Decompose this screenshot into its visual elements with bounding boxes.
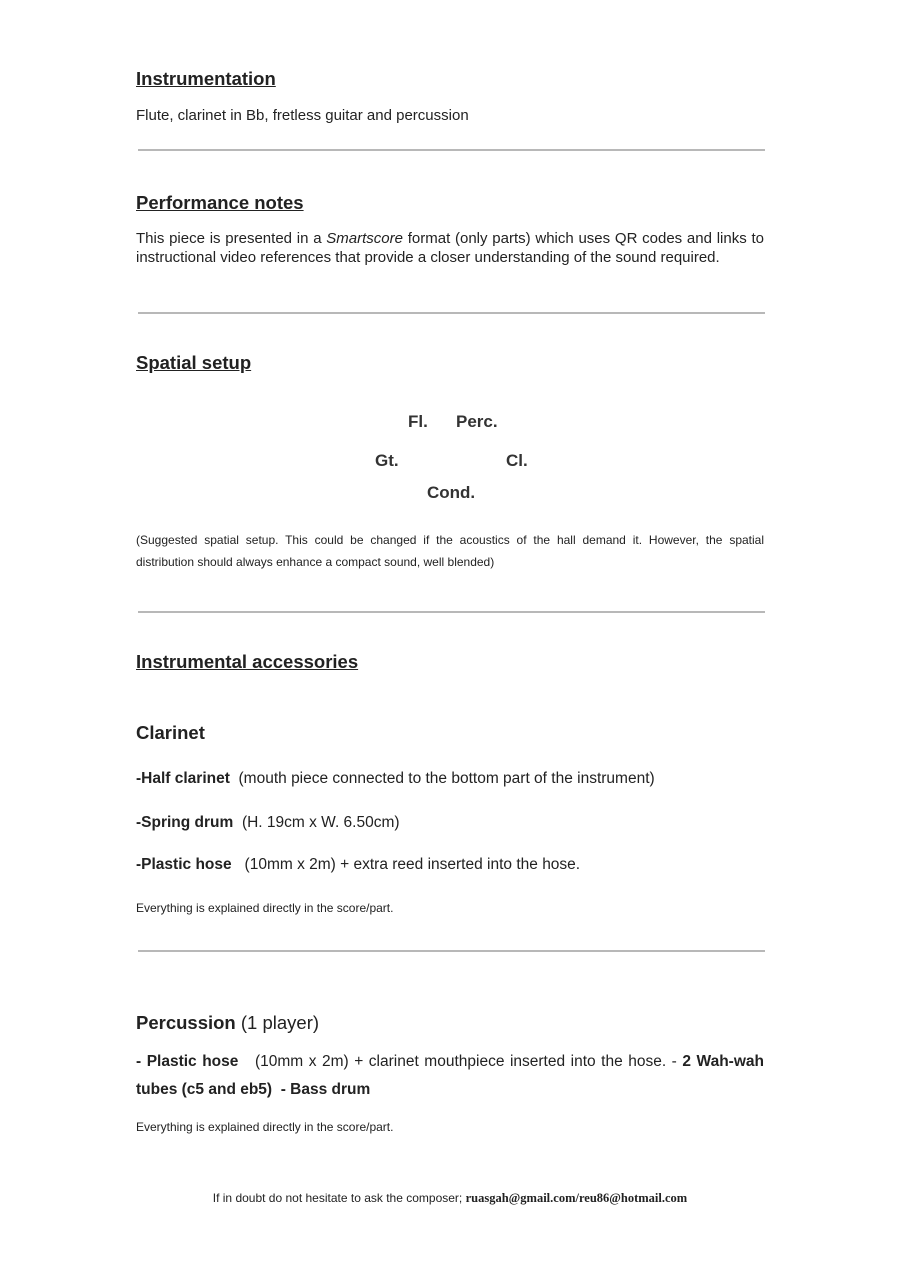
- item-name: - Bass drum: [280, 1081, 371, 1098]
- stage-flute: Fl.: [408, 412, 428, 431]
- performance-notes-text: [136, 229, 764, 267]
- item-detail: (mouth piece connected to the bottom part of the instrument): [238, 770, 655, 787]
- stage-percussion: Perc.: [456, 412, 498, 431]
- footer-emails: ruasgah@gmail.com/reu86@hotmail.com: [465, 1191, 688, 1205]
- item-detail: (H. 19cm x W. 6.50cm): [241, 814, 400, 831]
- accessories-heading: Instrumental accessories: [136, 651, 359, 672]
- percussion-note: Everything is explained directly in the score/part.: [136, 1120, 394, 1134]
- divider: [138, 611, 765, 613]
- footer: [0, 1191, 900, 1206]
- item-detail: (10mm x 2m) + clarinet mouthpiece inserted into the hose. -: [254, 1053, 677, 1070]
- instrumentation-heading: Instrumentation: [136, 68, 276, 89]
- item-name: -Plastic hose: [136, 856, 232, 873]
- text: format (only parts) which uses QR codes and links to instructional video references that provide a closer understanding of the sound required.: [136, 230, 764, 266]
- clarinet-heading: Clarinet: [136, 722, 205, 743]
- stage-guitar: Gt.: [375, 451, 399, 470]
- spatial-setup-note: (Suggested spatial setup. This could be changed if the acoustics of the hall demand it. However, the spatial distribution should always enhance a compact sound, well blended): [136, 533, 764, 569]
- item-name: 2 Wah-wah tubes (c5 and eb5): [136, 1053, 764, 1098]
- footer-text: If in doubt do not hesitate to ask the composer;: [212, 1191, 466, 1205]
- stage-clarinet: Cl.: [506, 451, 528, 470]
- clarinet-item: [136, 770, 655, 788]
- spatial-setup-heading: Spatial setup: [136, 352, 252, 373]
- text: This piece is presented in a: [136, 230, 327, 247]
- percussion-players: (1 player): [240, 1012, 320, 1033]
- instrumentation-text: Flute, clarinet in Bb, fretless guitar and percussion: [136, 107, 469, 124]
- item-name: -Half clarinet: [136, 770, 230, 787]
- percussion-heading-line: [136, 1012, 319, 1034]
- item-name: -Spring drum: [136, 814, 234, 831]
- divider: [138, 950, 765, 952]
- clarinet-item: [136, 814, 400, 832]
- smartscore-term: Smartscore: [326, 230, 403, 247]
- divider: [138, 312, 765, 314]
- stage-conductor: Cond.: [427, 483, 476, 502]
- performance-notes-heading: Performance notes: [136, 192, 304, 213]
- item-detail: (10mm x 2m) + extra reed inserted into the hose.: [244, 856, 581, 873]
- percussion-items: [136, 1048, 764, 1104]
- clarinet-item: [136, 856, 580, 874]
- clarinet-note: Everything is explained directly in the score/part.: [136, 901, 394, 915]
- item-name: - Plastic hose: [136, 1053, 239, 1070]
- divider: [138, 149, 765, 151]
- percussion-heading: Percussion: [136, 1012, 236, 1033]
